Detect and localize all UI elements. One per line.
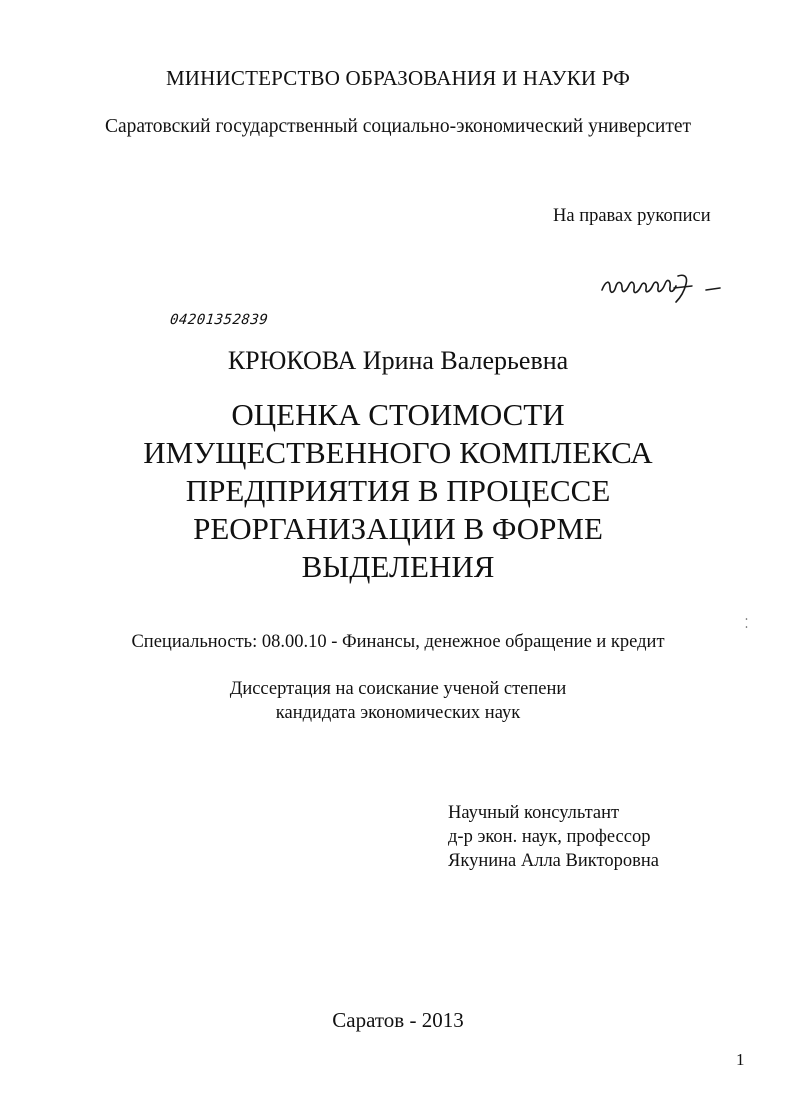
title-line: ПРЕДПРИЯТИЯ В ПРОЦЕССЕ <box>185 473 611 508</box>
title-line: ВЫДЕЛЕНИЯ <box>301 549 495 584</box>
degree-line: кандидата экономических наук <box>275 703 521 723</box>
ministry-heading: МИНИСТЕРСТВО ОБРАЗОВАНИЯ И НАУКИ РФ <box>165 66 631 90</box>
consultant-line: Научный консультант <box>448 803 620 823</box>
degree-line: Диссертация на соискание ученой степени <box>229 679 567 699</box>
page-number: 1 <box>736 1050 745 1069</box>
dissertation-title <box>0 396 796 586</box>
degree-statement <box>0 677 796 725</box>
university-name: Саратовский государственный социально-экономический университет <box>104 116 692 137</box>
city-year: Саратов - 2013 <box>332 1008 464 1032</box>
title-line: РЕОРГАНИЗАЦИИ В ФОРМЕ <box>193 511 603 546</box>
handwritten-signature-icon <box>596 266 736 306</box>
registration-number: 04201352839 <box>169 312 270 328</box>
scientific-consultant <box>448 801 659 873</box>
specialty-line: Специальность: 08.00.10 - Финансы, денежное обращение и кредит <box>131 632 665 652</box>
consultant-line: Якунина Алла Викторовна <box>448 851 659 871</box>
title-line: ИМУЩЕСТВЕННОГО КОМПЛЕКСА <box>143 435 653 470</box>
title-line: ОЦЕНКА СТОИМОСТИ <box>231 397 565 432</box>
consultant-line: д-р экон. наук, профессор <box>448 827 651 847</box>
scan-speck-icon <box>745 616 748 632</box>
author-name: КРЮКОВА Ирина Валерьевна <box>227 346 569 375</box>
manuscript-note: На правах рукописи <box>553 206 711 226</box>
